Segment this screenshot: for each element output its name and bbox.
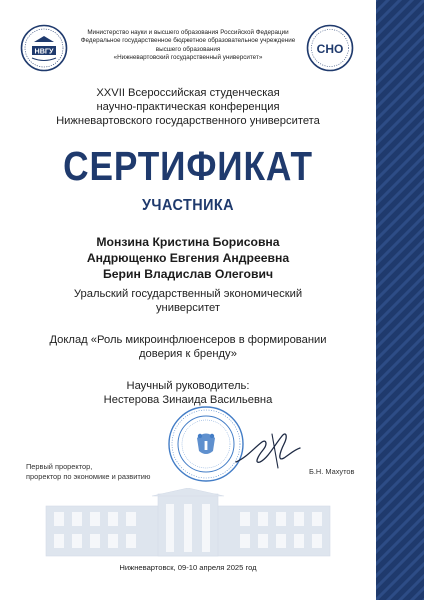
scientific-advisor	[0, 379, 376, 407]
signer-name: Б.Н. Махутов	[309, 467, 355, 476]
nvgu-emblem-icon	[20, 24, 68, 72]
advisor-name: Нестерова Зинаида Васильевна	[103, 394, 273, 406]
university-building-illustration	[40, 488, 336, 560]
university-line: Уральский государственный экономический	[73, 288, 303, 300]
ministry-line: Федеральное государственное бюджетное образовательное учреждение	[80, 37, 296, 45]
certificate-subtitle: УЧАСТНИКА	[142, 197, 234, 214]
sno-logo-text: СНО	[316, 42, 344, 56]
conference-line: научно-практическая конференция	[96, 101, 280, 113]
conference-line: Нижневартовского государственного университета	[56, 115, 320, 127]
report-title	[30, 333, 346, 361]
participant-name: Монзина Кристина Борисовна	[96, 235, 280, 249]
participant-name: Андрющенко Евгения Андреевна	[86, 251, 290, 265]
conference-line: XXVII Всероссийская студенческая	[96, 87, 280, 99]
ministry-line: высшего образования	[155, 45, 221, 53]
conference-title	[0, 86, 376, 128]
signer-position	[26, 462, 176, 481]
stripe-pattern	[376, 0, 424, 600]
university-line: университет	[155, 302, 221, 314]
ministry-line: Министерство науки и высшего образования Российской Федерации	[87, 29, 289, 36]
nvgu-logo	[20, 24, 68, 72]
signer-role-line: проректор по экономике и развитию	[26, 471, 151, 481]
report-line: доверия к бренду»	[139, 348, 237, 360]
signature-icon	[232, 428, 304, 472]
handwritten-signature	[232, 428, 304, 472]
sno-logo	[306, 24, 354, 72]
participant-name: Берин Владислав Олегович	[102, 267, 274, 281]
building-icon	[40, 488, 336, 560]
report-line: Доклад «Роль микроинфлюенсеров в формировании	[49, 334, 327, 346]
decorative-stripe	[376, 0, 424, 600]
certificate-title: СЕРТИФИКАТ	[63, 143, 313, 189]
university-name	[50, 287, 326, 315]
sno-emblem-icon	[306, 24, 354, 72]
place-and-date: Нижневартовск, 09-10 апреля 2025 год	[119, 563, 257, 572]
participant-names	[0, 234, 376, 282]
ministry-header	[72, 29, 304, 63]
advisor-label: Научный руководитель:	[126, 380, 250, 392]
ministry-line: «Нижневартовский государственный университет»	[113, 54, 263, 62]
signer-role-line: Первый проректор,	[26, 462, 93, 471]
nvgu-logo-text: НВГУ	[34, 46, 54, 56]
